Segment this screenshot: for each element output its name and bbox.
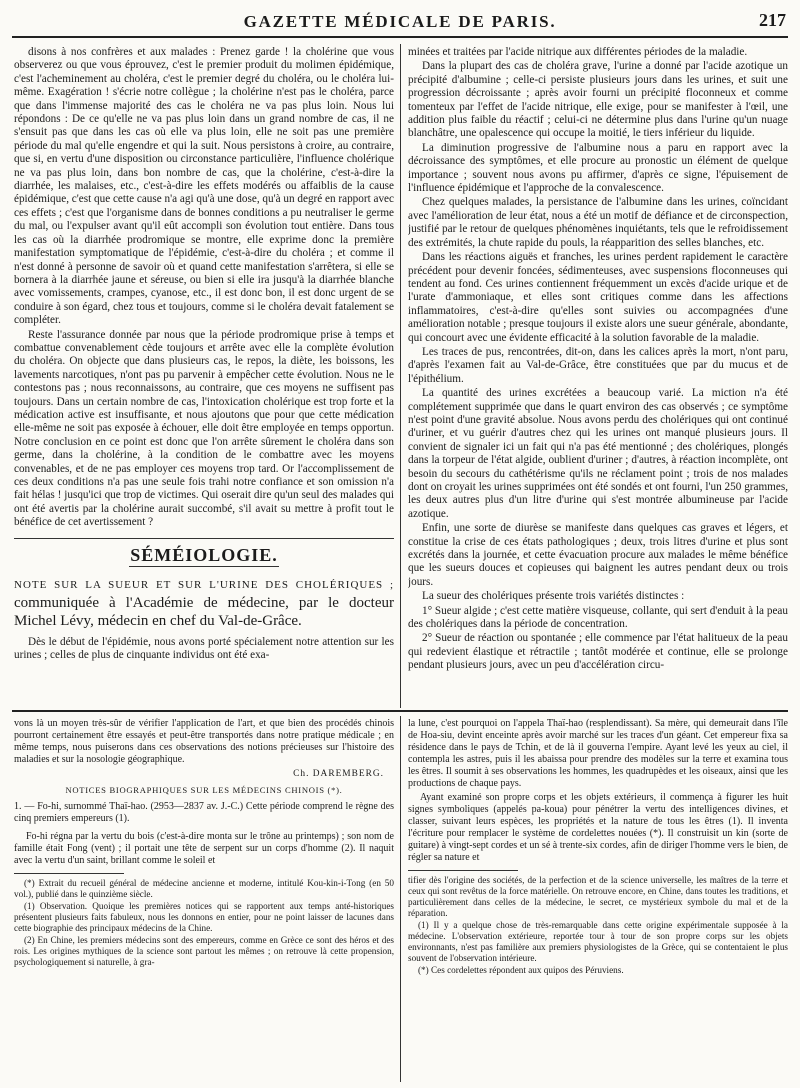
feuilleton-right-column bbox=[408, 718, 788, 1082]
body-paragraph: Les traces de pus, rencontrées, dit-on, dans les calices après la mort, n'ont paru, d'après l'examen fait au Val-de-Grâce, être constituées que par du mucus et de l'épithélium. bbox=[408, 345, 788, 385]
footnote: (1) Observation. Quoique les premières notices qui se rapportent aux temps anté-historiques présentent plusieurs faits fabuleux, nous les donnons en entier, pour ne point laisser de lacunes dans cette biographie des principaux médecins de la Chine. bbox=[14, 901, 394, 934]
page-number: 217 bbox=[759, 10, 786, 30]
section-heading: SÉMÉIOLOGIE. bbox=[130, 544, 278, 565]
body-paragraph: disons à nos confrères et aux malades : Prenez garde ! la cholérine que vous observerez ou que vous éprouvez, c'est le premier produit du molimen épidémique, c'est l'acheminement au choléra, c'est le premier degré du choléra, ou le choléra lui-même. Exagération ! s'écrie notre collègue ; la cholérine n'est pas le choléra, parce que dans l'immense majorité des cas le choléra ne va pas plus loin. Nous lui répondons : De ce qu'elle ne va pas plus loin dans un grand nombre de cas, il ne s'ensuit pas que dans les cas où elle va plus loin, elle ne soit pas une première période du mal qu'elle engendre et qui la suit. Nous persistons à croire, au contraire, que si, en vertu d'une disposition ou circonstance particulière, l'influence cholérique ne va pas plus loin, dans bon nombre de cas, que la cholérine, c'est-à-dire la diarrhée, les malaises, etc., c'est-à-dire les effets modérés ou affaiblis de la cause épidémique, c'est que cette cause n'a agi qu'à une dose, qu'à un degré en rapport avec ces effets ; c'est que l'organisme dans de bonnes conditions a pu neutraliser le germe du mal, ou l'expulser avant qu'il eût accompli son évolution tout entière. Dans tous les cas où la diarrhée prodromique se montre, elle exprime donc la première manifestation symptomatique de l'épidémie, c'est-à-dire du choléra ; et comme il n'est donné à personne de savoir où et quand cette manifestation s'arrêtera, si elle se bornera à la diarrhée jaune et séreuse, ou bien si elle ira jusqu'à la diarrhée blanche avec vomissements, crampes, cyanose, etc., il est donc bon, il est donc urgent de se conduire à son égard, chez tous et toujours, comme si le choléra devait fatalement se compléter. bbox=[14, 46, 394, 327]
footnote: (*) Ces cordelettes répondent aux quipos des Péruviens. bbox=[418, 965, 624, 976]
masthead-rule bbox=[12, 36, 788, 38]
note-title bbox=[14, 575, 394, 630]
note-title-caps: NOTE SUR LA SUEUR ET SUR L'URINE DES CHOLÉRIQUES ; bbox=[14, 579, 394, 592]
note-title-rest: communiquée à l'Académie de médecine, par le docteur Michel Lévy, médecin en chef du Val-de-Grâce. bbox=[14, 595, 394, 630]
body-paragraph: minées et traitées par l'acide nitrique aux différentes périodes de la maladie. bbox=[408, 46, 748, 58]
feuilleton-paragraph: Ayant examiné son propre corps et les objets extérieurs, il commença à figurer les huit signes symboliques (appelés pa-koua) pour pénétrer la vertu des intelligences divines, et classer, suivant leurs espèces, les propriétés et la nature de tous les êtres (1). Il inventa l'écriture pour remplacer le système de cordelettes nouées (*). Il construisit un kin (sorte de guitare) à vingt-sept cordes et un sé à trente-six cordes, afin de diriger l'homme vers le bien, de régler sa nature et bbox=[408, 791, 788, 864]
journal-title: GAZETTE MÉDICALE DE PARIS. bbox=[243, 12, 557, 31]
body-paragraph: Dès le début de l'épidémie, nous avons porté spécialement notre attention sur les urines ; celles de plus de cinquante individus ont été exa- bbox=[14, 636, 394, 662]
body-paragraph: Reste l'assurance donnée par nous que la période prodromique prise à temps et combattue convenablement cède toujours et arrête avec elle la complète évolution du choléra. On objecte que dans plusieurs cas, le repos, la diète, les boissons, les lavements narcotiques, n'ont pas pu parvenir à empêcher cette évolution. Nous ne le contestons pas ; nous reconnaissons, au contraire, que ces moyens ne suffisent pas toujours. Dans un certain nombre de cas, l'intoxication cholérique est trop forte et la médication active est insuffisante, et nous ajoutons que pour que cette médication elle-même ne soit pas exposée à échouer, elle doit être employée en temps opportun. Notre conclusion en ce point est donc que l'on arrête sûrement le choléra dans son germe, dans la cholérine, à la condition de le combattre avec les moyens convenables, et de ne pas employer ces moyens trop tard. Or l'accomplissement de ces deux conditions n'a pas une seule fois trahi notre confiance et son omission n'a fait hélas ! jusqu'ici que trop de victimes. Qui oserait dire qu'un seul des malades qui ont été avertis par la cholérine aurait succombé, s'il avait su mettre à profit tout le bénéfice de cet avertissement ? bbox=[14, 328, 394, 529]
body-paragraph: 1° Sueur algide ; c'est cette matière visqueuse, collante, qui sert d'enduit à la peau des cholériques dans la période de concentration. bbox=[408, 604, 788, 631]
footnote: tifier dès l'origine des sociétés, de la perfection et de la science universelle, les maîtres de la terre et ceux qui sont revêtus de la force matérielle. On retrouve encore, en Chine, dans toutes les traditions, et particulièrement dans celles de la médecine, le secret, ce mystérieux symbole du mal et de la réparation. bbox=[408, 875, 788, 919]
masthead bbox=[12, 8, 788, 38]
notices-heading: NOTICES BIOGRAPHIQUES SUR LES MÉDECINS CHINOIS (*). bbox=[65, 785, 343, 796]
footnote: (1) Il y a quelque chose de très-remarquable dans cette origine expérimentale supposée à la médecine. L'observation extérieure, reportée tour à tour de son propre corps sur les objets environnants, n'est pas familière aux premiers physiologistes de la Grèce, qui se contentaient le plus souvent de l'observation intérieure. bbox=[408, 920, 788, 964]
body-paragraph: La sueur des cholériques présente trois variétés distinctes : bbox=[422, 590, 685, 603]
body-paragraph: Dans la plupart des cas de choléra grave, l'urine a donné par l'acide azotique un précipité d'albumine ; celle-ci persiste plusieurs jours dans les urines, et suit une progression décroissante ; après avoir fourni un précipité floconneux et comme tomenteux par l'effet de l'acide nitrique, elle exige, pour se manifester à l'œil, une addition plus faible du réactif ; celui-ci ne détermine plus dans l'urine qu'un nuage blanchâtre, une opalescence qui occupe la moitié, le tiers inférieur du liquide. bbox=[408, 60, 788, 140]
body-paragraph: Dans les réactions aiguës et franches, les urines perdent rapidement le caractère précédent pour devenir foncées, sédimenteuses, avec suspensions floconneuses qui tendent au fond. Ces urines contiennent fréquemment un excès d'acide urique et de l'urate d'ammoniaque, et elles sont critiques comme dans les affections inflammatoires, c'est-à-dire qu'elles sont suivies ou accompagnées d'une amélioration notable ; presque toujours il existe alors une sueur générale, abondante, qui concourt avec une évidente efficacité à la solution favorable de la maladie. bbox=[408, 251, 788, 344]
section-divider bbox=[14, 538, 394, 539]
feuilleton-column-divider bbox=[400, 716, 401, 1082]
author-signature: Ch. DAREMBERG. bbox=[293, 769, 384, 780]
left-column bbox=[14, 46, 394, 706]
body-paragraph: Chez quelques malades, la persistance de l'albumine dans les urines, coïncidant avec l'amélioration de leur état, nous a été un motif de défiance et de circonspection, justifié par le retour de quelques phénomènes inquiétants, tels que le refroidissement des extrémités, la chute rapide du pouls, la réapparition des selles blanches, etc. bbox=[408, 196, 788, 249]
body-paragraph: La diminution progressive de l'albumine nous a paru en rapport avec la décroissance des symptômes, et elle procure au pronostic un élément de quelque importance ; souvent nous avons pu affirmer, d'après ce signe, l'épuisement de l'influence épidémique et l'approche de la convalescence. bbox=[408, 141, 788, 195]
feuilleton-divider bbox=[12, 710, 788, 712]
body-paragraph: La quantité des urines excrétées a beaucoup varié. La miction n'a été complétement supprimée que dans le quart environ des cas observés ; ce symptôme n'est point d'une gravité absolue. Nous avons perdu des cholériques qui ont continué d'uriner, et vu guérir d'autres chez qui les urines ont manqué plusieurs jours. Il convient de signaler ici un fait qui n'a pas été mentionné ; des cholériques, plongés dans la torpeur de l'état algide, oublient d'uriner ; d'autres, à réaction incomplète, ont besoin du secours du cathétérisme qu'ils ne réclament point ; trois de nos malades dont on croyait les urines supprimées ont été sondés et ont fourni, l'un 250 grammes, les deux autres plus d'un litre d'urine qui s'est montrée albumineuse par l'acide azotique. bbox=[408, 387, 788, 520]
footnote-rule bbox=[408, 870, 518, 871]
feuilleton-paragraph: Fo-hi régna par la vertu du bois (c'est-à-dire monta sur le trône au printemps) ; son nom de famille était Fong (vent) ; il portait une tête de serpent sur un corps d'homme (2). Il naquit avec la vertu d'un saint, brillant comme le soleil et bbox=[14, 830, 394, 866]
footnote: (*) Extrait du recueil général de médecine ancienne et moderne, intitulé Kou-kin-i-Tong (en 50 vol.), publié dans le quinzième siècle. bbox=[14, 878, 394, 900]
feuilleton-paragraph: vons là un moyen très-sûr de vérifier l'application de l'art, et que bien des procédés chinois pourront certainement être essayés et peut-être transportés dans notre pratique médicale ; en même temps, nous puiserons dans ces observations des notions précieuses sur l'histoire des maladies et sur la nosologie géographique. bbox=[14, 718, 394, 766]
heading-underline bbox=[129, 566, 279, 567]
column-divider bbox=[400, 44, 401, 708]
footnote-rule bbox=[14, 873, 124, 874]
body-paragraph: 2° Sueur de réaction ou spontanée ; elle commence par l'état halitueux de la peau qui redevient élastique et rétractile ; tantôt modérée et continue, elle se prolonge pendant plusieurs jours, avec un peu d'accélération circu- bbox=[408, 632, 788, 672]
feuilleton-paragraph: la lune, c'est pourquoi on l'appela Thaï-hao (resplendissant). Sa mère, qui demeurait dans l'île de Hoa-siu, devint enceinte après avoir marché sur les traces d'un géant. Cet empereur fixa sa résidence dans le pays de Tchin, et de là il gouverna l'empire. Ayant levé les yeux au ciel, il contempla les astres, puis il les abaissa pour prendre des modèles sur la terre et examina tous les êtres. Il soumit à ses observations les hommes, les quadrupèdes et les oiseaux, ainsi que les productions de chaque pays. bbox=[408, 718, 788, 790]
feuilleton-left-column bbox=[14, 718, 394, 1082]
body-paragraph: Enfin, une sorte de diurèse se manifeste dans quelques cas graves et légers, et constitue la crise de ces états pathologiques ; deux, trois litres d'urine et plus sont excrétés dans la journée, et cette évacuation procure aux malades le même bénéfice que les sueurs douces et copieuses qui baignent les autres pendant deux ou trois jours. bbox=[408, 522, 788, 588]
footnote: (2) En Chine, les premiers médecins sont des empereurs, comme en Grèce ce sont des héros et des rois. Les origines mythiques de la science sont partout les mêmes ; on retrouve là cette propension, psychologiquement si naturelle, à gra- bbox=[14, 935, 394, 968]
footnotes bbox=[14, 878, 394, 968]
right-column bbox=[408, 46, 788, 706]
footnotes bbox=[408, 875, 788, 976]
notice-entry: 1. — Fo-hi, surnommé Thaï-hao. (2953—2837 av. J.-C.) Cette période comprend le règne des cinq premiers empereurs (1). bbox=[14, 800, 394, 824]
